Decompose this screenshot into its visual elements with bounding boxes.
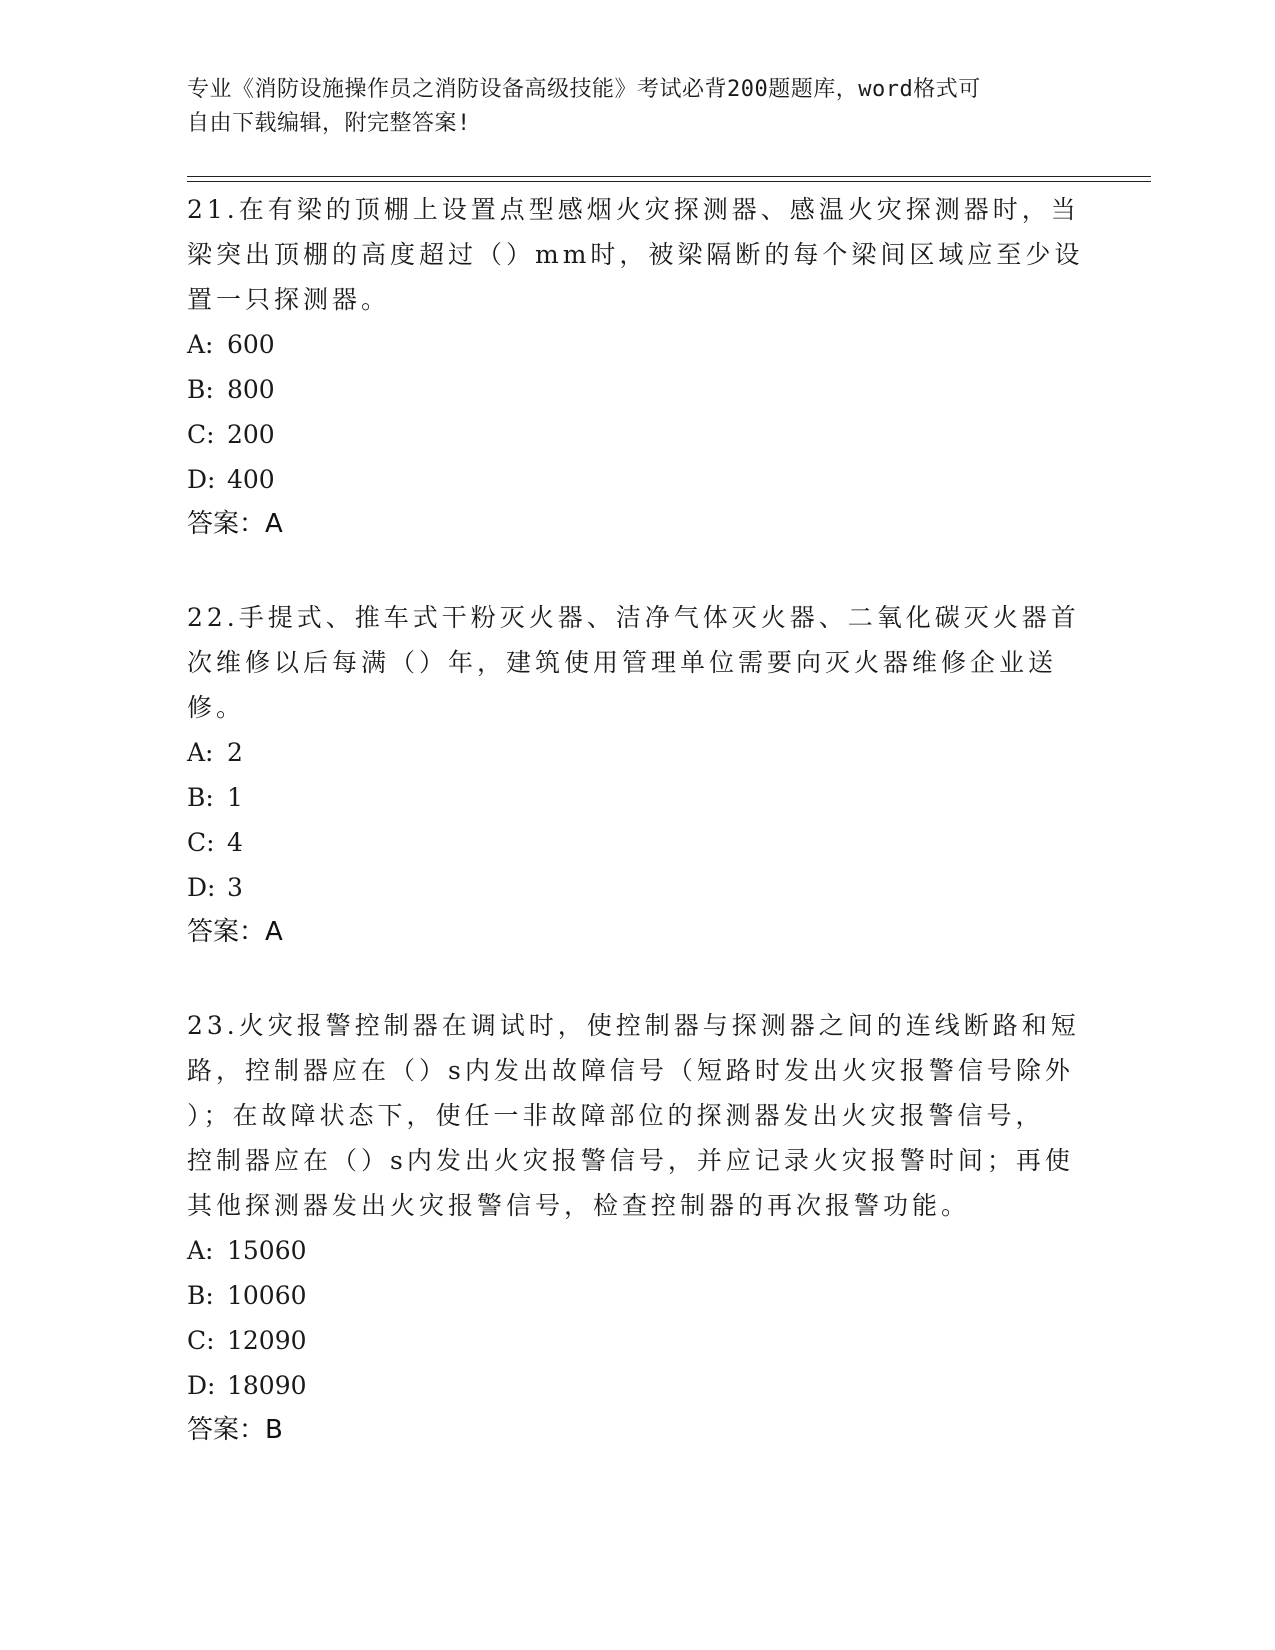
option-text: 15060 xyxy=(227,1236,307,1265)
option-text: 4 xyxy=(227,828,243,857)
option-b xyxy=(187,775,1087,820)
option-text: 800 xyxy=(227,375,275,404)
question-stem-line: 其他探测器发出火灾报警信号，检查控制器的再次报警功能。 xyxy=(187,1191,971,1220)
option-letter: A: xyxy=(187,738,214,767)
option-letter: B: xyxy=(187,783,214,812)
option-a xyxy=(187,322,1087,367)
question-stem-line: 次维修以后每满（）年，建筑使用管理单位需要向灭火器维修企业送 xyxy=(187,648,1058,677)
option-letter: B: xyxy=(187,1281,214,1310)
answer-label: 答案：A xyxy=(187,917,283,947)
option-text: 3 xyxy=(227,873,243,902)
option-c xyxy=(187,820,1087,865)
question-stem-line: 控制器应在（）s内发出火灾报警信号，并应记录火灾报警时间；再使 xyxy=(187,1146,1074,1175)
question-stem-line: 路，控制器应在（）s内发出故障信号（短路时发出火灾报警信号除外 xyxy=(187,1056,1074,1085)
answer-label: 答案：A xyxy=(187,509,283,539)
option-text: 12090 xyxy=(227,1326,307,1355)
question-stem-line: 置一只探测器。 xyxy=(187,285,391,314)
option-text: 400 xyxy=(227,465,275,494)
question-stem-line: 修。 xyxy=(187,693,246,722)
question-stem-line: ）；在故障状态下，使任一非故障部位的探测器发出火灾报警信号， xyxy=(187,1101,1045,1130)
document-header xyxy=(187,73,1087,141)
option-letter: C: xyxy=(187,828,215,857)
option-d xyxy=(187,457,1087,502)
question-stem-line: 22.手提式、推车式干粉灭火器、洁净气体灭火器、二氧化碳灭火器首 xyxy=(187,603,1080,632)
option-text: 1 xyxy=(227,783,243,812)
question-stem-line: 21.在有梁的顶棚上设置点型感烟火灾探测器、感温火灾探测器时，当 xyxy=(187,195,1080,224)
option-text: 18090 xyxy=(227,1371,307,1400)
header-title-line-1: 专业《消防设施操作员之消防设备高级技能》考试必背200题题库，word格式可 xyxy=(187,77,981,102)
option-c xyxy=(187,412,1087,457)
header-divider-top xyxy=(187,176,1151,177)
question-stem-line: 23.火灾报警控制器在调试时，使控制器与探测器之间的连线断路和短 xyxy=(187,1011,1080,1040)
option-text: 10060 xyxy=(227,1281,307,1310)
header-title-line-2: 自由下载编辑，附完整答案! xyxy=(187,111,471,136)
option-a xyxy=(187,730,1087,775)
option-a xyxy=(187,1228,1087,1273)
option-letter: C: xyxy=(187,1326,215,1355)
option-letter: A: xyxy=(187,330,214,359)
question-21 xyxy=(187,187,1087,547)
option-text: 600 xyxy=(227,330,275,359)
question-22 xyxy=(187,595,1087,955)
option-b xyxy=(187,1273,1087,1318)
option-letter: D: xyxy=(187,1371,216,1400)
option-d xyxy=(187,865,1087,910)
option-c xyxy=(187,1318,1087,1363)
option-letter: D: xyxy=(187,465,216,494)
option-text: 200 xyxy=(227,420,275,449)
option-letter: D: xyxy=(187,873,216,902)
question-stem-line: 梁突出顶棚的高度超过（）mm时，被梁隔断的每个梁间区域应至少设 xyxy=(187,240,1084,269)
answer-label: 答案：B xyxy=(187,1415,283,1445)
option-d xyxy=(187,1363,1087,1408)
option-letter: B: xyxy=(187,375,214,404)
question-23 xyxy=(187,1003,1087,1453)
option-letter: C: xyxy=(187,420,215,449)
header-divider-bottom xyxy=(187,181,1151,182)
option-text: 2 xyxy=(227,738,243,767)
option-b xyxy=(187,367,1087,412)
option-letter: A: xyxy=(187,1236,214,1265)
